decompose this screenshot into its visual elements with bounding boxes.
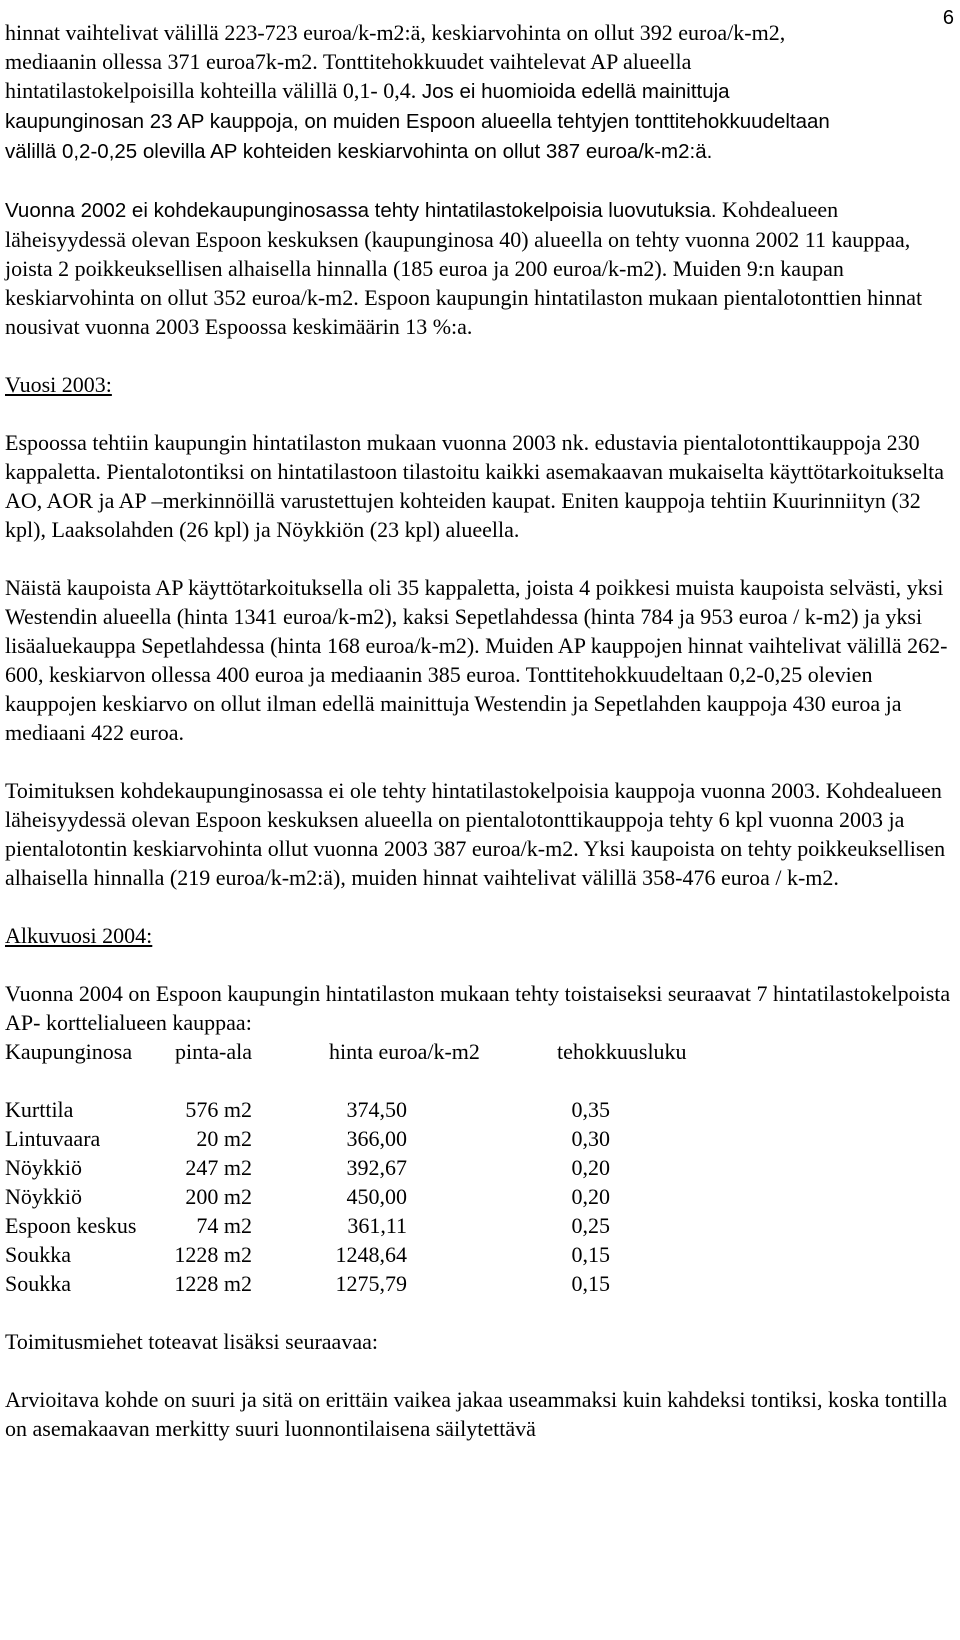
cell-district: Kurttila — [5, 1097, 74, 1122]
paragraph-2002-sans: Vuonna 2002 ei kohdekaupunginosassa tehty hintatilastokelpoisia luovutuksia. — [5, 199, 717, 222]
cell-efficiency: 0,35 — [571, 1097, 610, 1122]
cell-price: 366,00 — [346, 1126, 407, 1151]
paragraph-2002 — [5, 195, 955, 341]
table-row — [5, 1269, 955, 1298]
document-body — [5, 18, 955, 1443]
header-district: Kaupunginosa — [5, 1039, 133, 1064]
cell-price: 450,00 — [346, 1184, 407, 1209]
cell-area: 74 m2 — [196, 1213, 252, 1238]
cell-district: Soukka — [5, 1271, 71, 1296]
paragraph-assessment: Arvioitava kohde on suuri ja sitä on erittäin vaikea jakaa useammaksi kuin kahdeksi tontiksi, koska tontilla on asemakaavan merkitty suuri luonnontilaisena säilytettävä — [5, 1387, 948, 1441]
cell-efficiency: 0,20 — [571, 1155, 610, 1180]
price-summary-line-1: hinnat vaihtelivat välillä 223-723 euroa/k-m2:ä, keskiarvohinta on ollut 392 euroa/k-m2, — [5, 20, 786, 45]
table-header-row — [5, 1037, 955, 1066]
cell-price: 1248,64 — [335, 1242, 407, 1267]
paragraph-2003-statistics: Espoossa tehtiin kaupungin hintatilaston mukaan vuonna 2003 nk. edustavia pientalotonttikauppoja 230 kappaletta. Pientalotontiksi on hintatilastoon tilastoitu kaikki asemakaavan mukaiselta käyttötarkoitukselta AO, AOR ja AP –merkinnöillä varustettujen kohteiden kaupat. Eniten kauppoja tehtiin Kuurinniityn (32 kpl), Laaksolahden (26 kpl) ja Nöykkiön (23 kpl) alueella. — [5, 430, 945, 542]
price-summary-sans-3: välillä 0,2-0,25 olevilla AP kohteiden keskiarvohinta on ollut 387 euroa/k-m2:ä. — [5, 140, 713, 163]
table-row — [5, 1211, 955, 1240]
cell-price: 361,11 — [347, 1213, 407, 1238]
cell-district: Nöykkiö — [5, 1155, 82, 1180]
cell-area: 1228 m2 — [174, 1271, 252, 1296]
cell-district: Nöykkiö — [5, 1184, 82, 1209]
table-row — [5, 1095, 955, 1124]
cell-price: 374,50 — [346, 1097, 407, 1122]
cell-area: 576 m2 — [185, 1097, 252, 1122]
purchases-table — [5, 1037, 955, 1298]
price-summary-sans-1: Jos ei huomioida edellä mainittuja — [416, 80, 730, 103]
cell-efficiency: 0,30 — [571, 1126, 610, 1151]
paragraph-price-summary — [5, 18, 955, 166]
cell-efficiency: 0,15 — [571, 1242, 610, 1267]
heading-early-2004: Alkuvuosi 2004: — [5, 923, 153, 948]
paragraph-surveyors-note: Toimitusmiehet toteavat lisäksi seuraavaa: — [5, 1329, 378, 1354]
price-summary-line-3: hintatilastokelpoisilla kohteilla välillä 0,1- 0,4. — [5, 78, 417, 103]
cell-price: 392,67 — [346, 1155, 407, 1180]
header-price: hinta euroa/k-m2 — [329, 1039, 480, 1064]
page-number: 6 — [942, 7, 954, 29]
cell-area: 200 m2 — [185, 1184, 252, 1209]
cell-area: 247 m2 — [185, 1155, 252, 1180]
cell-price: 1275,79 — [335, 1271, 407, 1296]
paragraph-ap-purchases: Näistä kaupoista AP käyttötarkoituksella oli 35 kappaletta, joista 4 poikkesi muista kaupoista selvästi, yksi Westendin alueella (hinta 1341 euroa/k-m2), kaksi Sepetlahdessa (hinta 784 ja 953 euroa / k-m2) ja yksi lisäaluekauppa Sepetlahdessa (hinta 168 euroa/k-m2). Muiden AP kauppojen hinnat vaihtelivat välillä 262-600, keskiarvon ollessa 400 euroa ja mediaanin 385 euroa. Tonttitehokkuudeltaan 0,2-0,25 olevien kauppojen keskiarvo on ollut ilman edellä mainittuja Westendin ja Sepetlahden kauppoja 430 euroa ja mediaani 422 euroa. — [5, 575, 948, 745]
heading-year-2003: Vuosi 2003: — [5, 372, 112, 397]
cell-efficiency: 0,25 — [571, 1213, 610, 1238]
table-row — [5, 1182, 955, 1211]
table-row — [5, 1153, 955, 1182]
paragraph-espoo-center-2003: Toimituksen kohdekaupunginosassa ei ole tehty hintatilastokelpoisia kauppoja vuonna 2003. Kohdealueen läheisyydessä olevan Espoon keskuksen alueella on pientalotonttikauppoja tehty 6 kpl vuonna 2003 ja pientalotontin keskiarvohinta ollut vuonna 2003 387 euroa/k-m2. Yksi kaupoista on tehty poikkeuksellisen alhaisella hinnalla (219 euroa/k-m2:ä), muiden hinnat vaihtelivat välillä 358-476 euroa / k-m2. — [5, 778, 946, 890]
price-summary-line-2: mediaanin ollessa 371 euroa7k-m2. Tonttitehokkuudet vaihtelevat AP alueella — [5, 49, 692, 74]
paragraph-2002-serif: Kohdealueen läheisyydessä olevan Espoon keskuksen (kaupunginosa 40) alueella on tehty vuonna 2002 11 kauppaa, joista 2 poikkeuksellisen alhaisella hinnalla (185 euroa ja 200 euroa/k-m2). Muiden 9:n kaupan keskiarvohinta on ollut 352 euroa/k-m2. Espoon kaupungin hintatilaston mukaan pientalotonttien hinnat nousivat vuonna 2003 Espoossa keskimäärin 13 %:a. — [5, 197, 923, 339]
cell-district: Lintuvaara — [5, 1126, 101, 1151]
cell-district: Espoon keskus — [5, 1213, 137, 1238]
table-row — [5, 1124, 955, 1153]
cell-district: Soukka — [5, 1242, 71, 1267]
cell-area: 20 m2 — [196, 1126, 252, 1151]
table-row — [5, 1240, 955, 1269]
paragraph-2004-intro: Vuonna 2004 on Espoon kaupungin hintatilaston mukaan tehty toistaiseksi seuraavat 7 hintatilastokelpoista AP- korttelialueen kauppaa: — [5, 981, 951, 1035]
cell-efficiency: 0,15 — [571, 1271, 610, 1296]
price-summary-sans-2: kaupunginosan 23 AP kauppoja, on muiden Espoon alueella tehtyjen tonttitehokkuudeltaan — [5, 110, 830, 133]
header-efficiency: tehokkuusluku — [557, 1039, 687, 1064]
header-area: pinta-ala — [175, 1039, 252, 1064]
cell-efficiency: 0,20 — [571, 1184, 610, 1209]
cell-area: 1228 m2 — [174, 1242, 252, 1267]
